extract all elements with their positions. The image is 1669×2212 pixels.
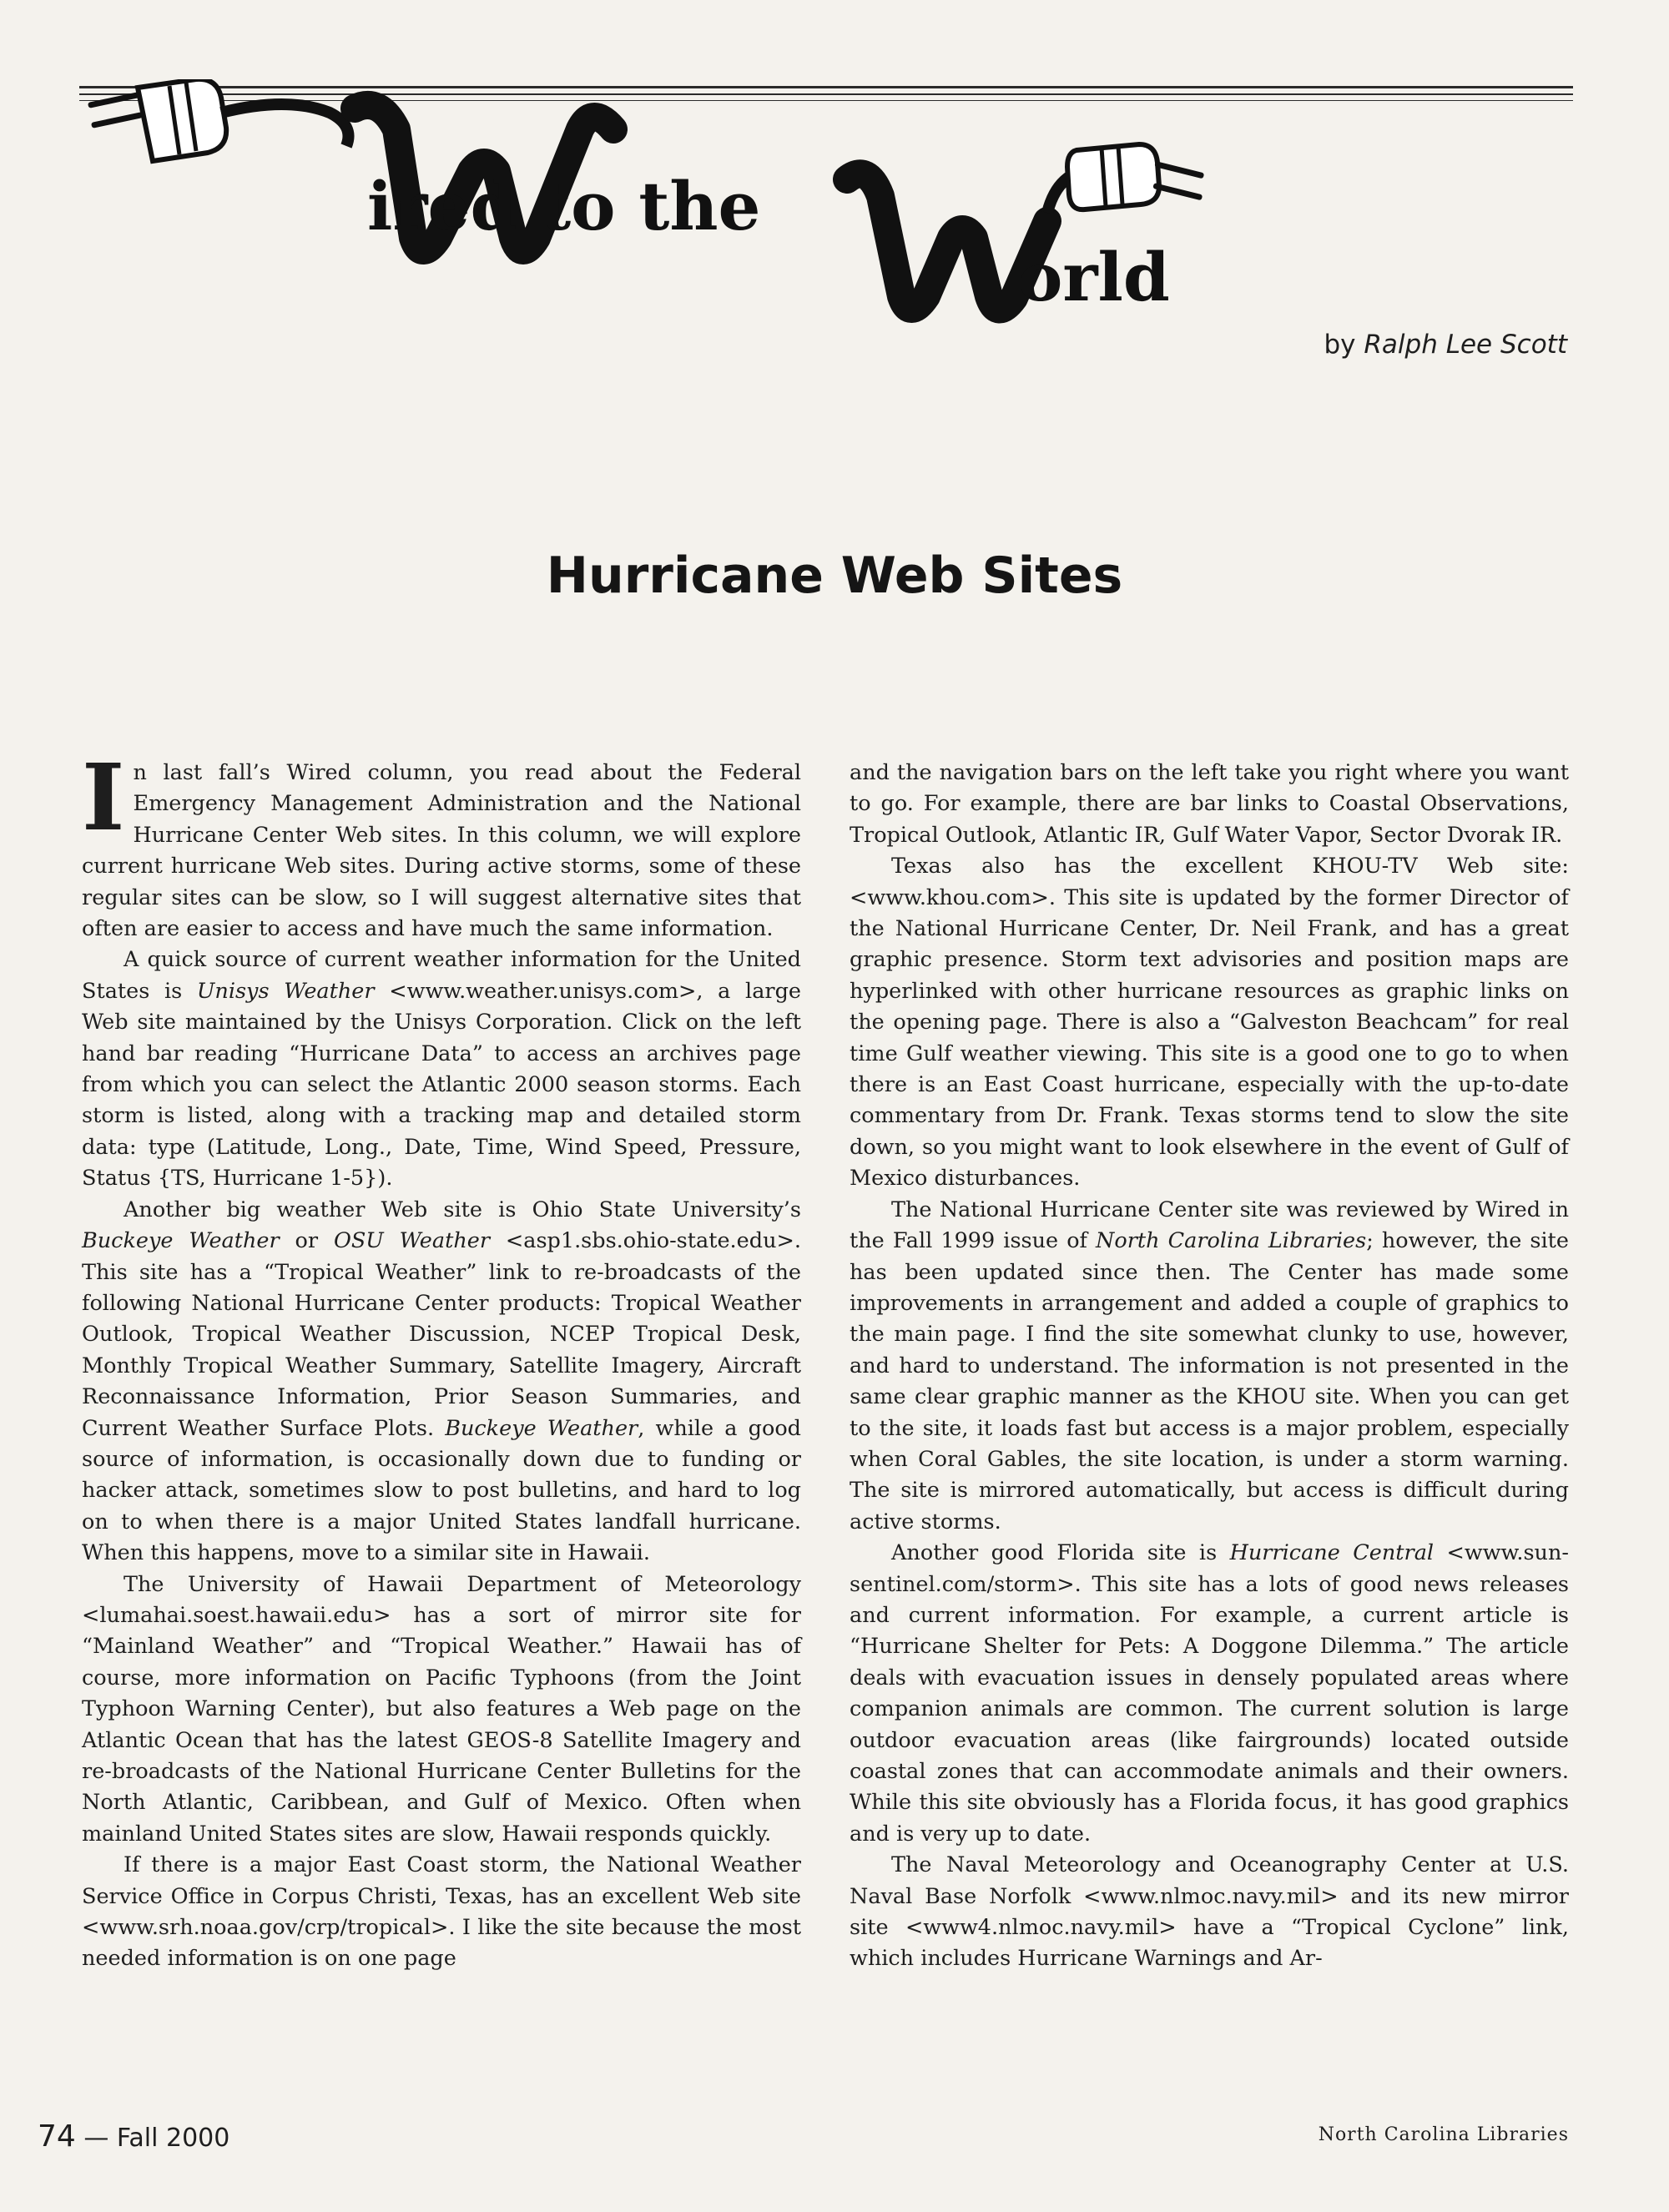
italic-title: North Carolina Libraries xyxy=(1096,1228,1367,1254)
article-paragraph: Another good Florida site is Hurricane Central <www.sun-sentinel.com/storm>. This site has a lots of good news releases and current information. For example, a current article is “Hurricane Shelter for Pets: A Doggone Dilemma.” The article deals with evacuation issues in densely populated areas where companion animals are common. The current solution is large outdoor evacuation areas (like fairgrounds) located outside coastal zones that can accommodate animals and their owners. While this site obviously has a Florida focus, it has good graphics and is very up to date. xyxy=(850,1540,1569,1847)
logo-text-line2: orld xyxy=(1018,238,1170,316)
wired-to-the-world-logo xyxy=(79,79,1206,338)
byline-prefix: by xyxy=(1324,330,1356,360)
left-plug-icon xyxy=(88,79,349,161)
article-paragraph: Texas also has the excellent KHOU-TV Web site: <www.khou.com>. This site is updated by the former Director of the National Hurricane Center, Dr. Neil Frank, and has a great graphic presence. Storm text advisories and position maps are hyperlinked with other hurricane resources as graphic links on the opening page. There is also a “Galveston Beachcam” for real time Gulf weather viewing. This site is a good one to go to when there is an East Coast hurricane, especially with the up-to-date commentary from Dr. Frank. Texas storms tend to slow the site down, so you might want to look elsewhere in the event of Gulf of Mexico disturbances. xyxy=(850,854,1569,1192)
italic-title: OSU Weather xyxy=(333,1228,491,1254)
page-footer-left xyxy=(38,2119,229,2154)
issue-label: — Fall 2000 xyxy=(83,2124,230,2153)
page-number: 74 xyxy=(38,2119,76,2154)
article-title: Hurricane Web Sites xyxy=(546,547,1123,605)
article-paragraph: In last fall’s Wired column, you read about the Federal Emergency Management Administration and the National Hurricane Center Web sites. In this column, we will explore current hurricane Web sites. During active storms, some of these regular sites can be slow, so I will suggest alternative sites that often are easier to access and have much the same information. xyxy=(82,743,801,942)
byline xyxy=(1324,330,1568,360)
second-w-cord-letter xyxy=(847,174,1047,309)
journal-name: North Carolina Libraries xyxy=(1318,2124,1569,2145)
italic-title: Buckeye Weather xyxy=(445,1415,638,1441)
italic-title: Buckeye Weather xyxy=(82,1228,280,1254)
italic-title: Unisys Weather xyxy=(196,978,375,1004)
italic-title: Hurricane Central xyxy=(1229,1540,1435,1566)
article-paragraph: The National Hurricane Center site was reviewed by Wired in the Fall 1999 issue of North Carolina Libraries; however, the site has been updated since then. The Center has made some improvements in arrangement and added a couple of graphics to the main page. I find the site somewhat clunky to use, however, and hard to understand. The information is not presented in the same clear graphic manner as the KHOU site. When you can get to the site, it loads fast but access is a major problem, especially when Coral Gables, the site location, is under a storm warning. The site is mirrored automatically, but access is difficult during active storms. xyxy=(850,1197,1570,1534)
logo-text-line1: ired to the xyxy=(367,167,761,245)
drop-cap: I xyxy=(82,743,125,851)
article-column-left xyxy=(82,743,801,1975)
article-paragraph: If there is a major East Coast storm, the National Weather Service Office in Corpus Christi, Texas, has an excellent Web site <www.srh.noaa.gov/crp/tropical>. I like the site because the most needed information is on one page xyxy=(82,1852,801,1972)
article-paragraph: The University of Hawaii Department of Meteorology <lumahai.soest.hawaii.edu> has a sort of mirror site for “Mainland Weather” and “Tropical Weather.” Hawaii has of course, more information on Pacific Typhoons (from the Joint Typhoon Warning Center), but also features a Web page on the Atlantic Ocean that has the latest GEOS-8 Satellite Imagery and re-broadcasts of the National Hurricane Center Bulletins for the North Atlantic, Caribbean, and Gulf of Mexico. Often when mainland United States sites are slow, Hawaii responds quickly. xyxy=(82,1571,801,1847)
right-plug-icon xyxy=(1047,144,1204,213)
article-paragraph: A quick source of current weather information for the United States is Unisys Weather <www.weather.unisys.com>, a large Web site maintained by the Unisys Corporation. Click on the left hand bar reading “Hurricane Data” to access an archives page from which you can select the Atlantic 2000 season storms. Each storm is listed, along with a tracking map and detailed storm data: type (Latitude, Long., Date, Time, Wind Speed, Pressure, Status {TS, Hurricane 1-5}). xyxy=(82,947,801,1192)
article-paragraph: The Naval Meteorology and Oceanography Center at U.S. Naval Base Norfolk <www.nlmoc.navy.mil> and its new mirror site <www4.nlmoc.navy.mil> have a “Tropical Cyclone” link, which includes Hurricane Warnings and Ar- xyxy=(850,1852,1569,1972)
article-paragraph: Another big weather Web site is Ohio State University’s Buckeye Weather or OSU Weather <asp1.sbs.ohio-state.edu>. This site has a “Tropical Weather” link to re-broadcasts of the following National Hurricane Center products: Tropical Weather Outlook, Tropical Weather Discussion, NCEP Tropical Desk, Monthly Tropical Weather Summary, Satellite Imagery, Aircraft Reconnaissance Information, Prior Season Summaries, and Current Weather Surface Plots. Buckeye Weather, while a good source of information, is occasionally down due to funding or hacker attack, sometimes slow to post bulletins, and hard to log on to when there is a major United States landfall hurricane. When this happens, move to a similar site in Hawaii. xyxy=(82,1197,801,1566)
article-column-right xyxy=(850,758,1569,1975)
article-paragraph: and the navigation bars on the left take you right where you want to go. For example, there are bar links to Coastal Observations, Tropical Outlook, Atlantic IR, Gulf Water Vapor, Sector Dvorak IR. xyxy=(850,760,1569,848)
byline-author: Ralph Lee Scott xyxy=(1364,330,1567,360)
